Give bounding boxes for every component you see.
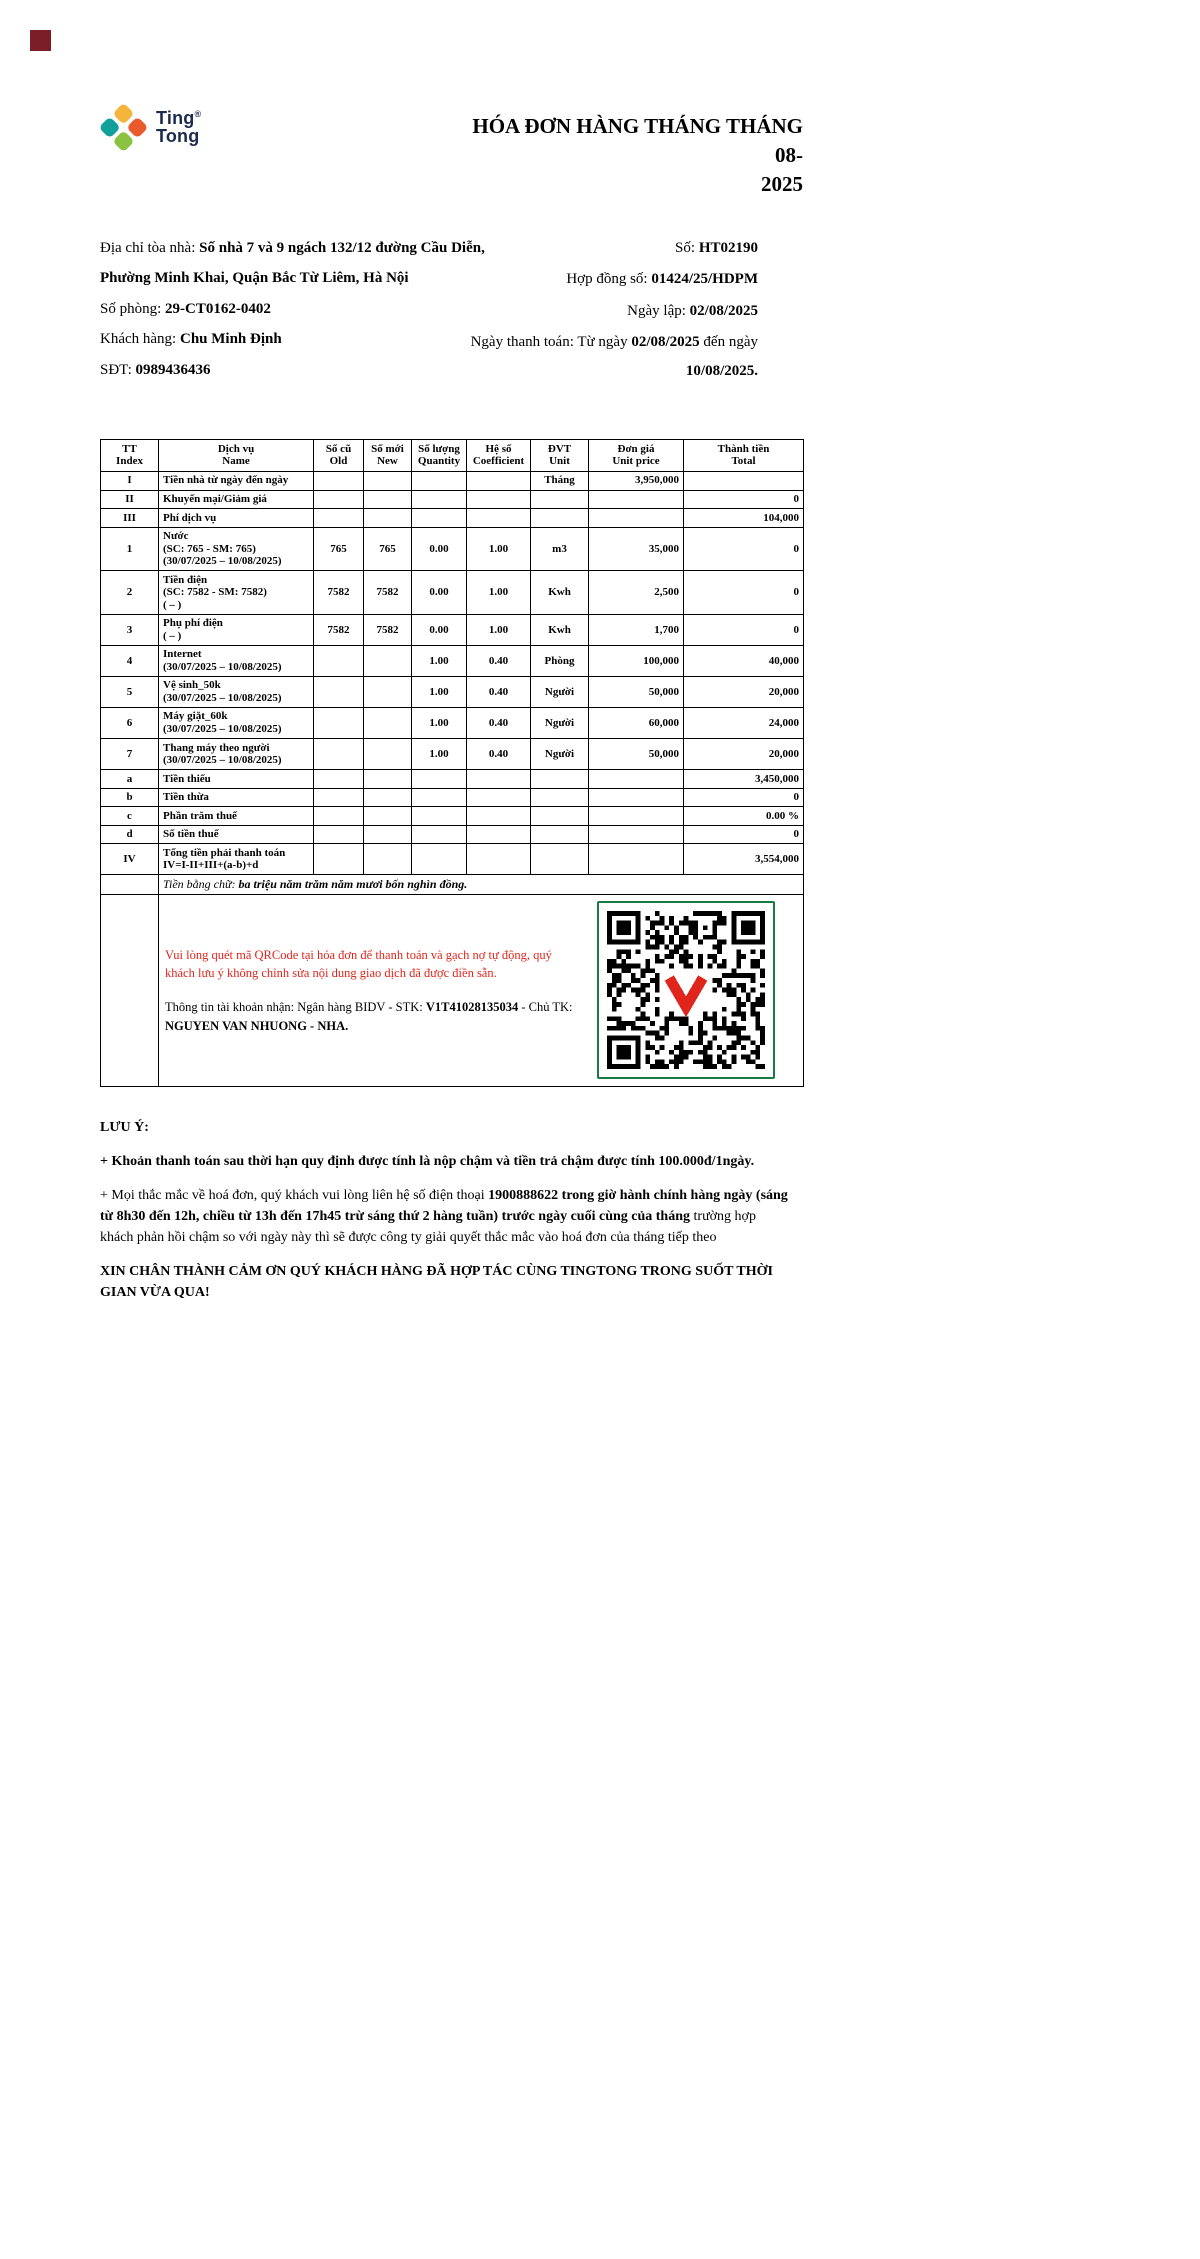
- table-row: [101, 739, 804, 770]
- cell-old: [314, 645, 364, 676]
- cell-new: [364, 739, 412, 770]
- cell-coef: 0.40: [467, 707, 531, 738]
- thank-you-message: XIN CHÂN THÀNH CẢM ƠN QUÝ KHÁCH HÀNG ĐÃ HỢP TÁC CÙNG TINGTONG TRONG SUỐT THỜI GIAN VỪA QUA!: [100, 1263, 773, 1300]
- table-row: [101, 844, 804, 875]
- vietqr-v-logo: [669, 978, 703, 1007]
- cell-qty: 0.00: [412, 614, 467, 645]
- payment-from-value: 02/08/2025: [631, 334, 700, 351]
- bank-account-mid: - Chủ TK:: [518, 1000, 573, 1015]
- cell-total: 0: [684, 571, 804, 615]
- cell-idx: b: [101, 788, 159, 807]
- cell-total: 104,000: [684, 509, 804, 528]
- payment-label: Ngày thanh toán: Từ ngày: [470, 334, 632, 351]
- cell-qty: [412, 471, 467, 490]
- cell-name: Tiền nhà từ ngày đến ngày: [159, 471, 314, 490]
- table-row: [101, 509, 804, 528]
- qr-instructions: [163, 946, 575, 1035]
- qr-pattern: [607, 911, 765, 1069]
- cell-unit: [531, 807, 589, 826]
- cell-unit: [531, 770, 589, 789]
- room-label: Số phòng:: [100, 300, 166, 317]
- cell-idx: 4: [101, 645, 159, 676]
- cell-price: [589, 825, 684, 844]
- cell-total: 24,000: [684, 707, 804, 738]
- cell-coef: [467, 770, 531, 789]
- cell-old: 7582: [314, 614, 364, 645]
- cell-new: 765: [364, 527, 412, 571]
- cell-name: Tiền thiếu: [159, 770, 314, 789]
- cell-price: [589, 509, 684, 528]
- invoice-number: [358, 233, 758, 265]
- contract-value: 01424/25/HDPM: [651, 271, 758, 288]
- cell-old: [314, 825, 364, 844]
- document-title-line1: HÓA ĐƠN HÀNG THÁNG THÁNG 08-: [472, 114, 803, 167]
- invoice-table-footer: [101, 875, 804, 1087]
- cell-name: Tổng tiền phải thanh toán IV=I-II+III+(a-b)+d: [159, 844, 314, 875]
- cell-name: Thang máy theo người (30/07/2025 – 10/08/2025): [159, 739, 314, 770]
- customer-label: Khách hàng:: [100, 331, 180, 348]
- address-value-line2: Phường Minh Khai, Quận Bắc Từ Liêm, Hà Nội: [100, 270, 409, 287]
- invoice-footer-notes: [100, 1117, 792, 1303]
- invoice-no-label: Số:: [675, 239, 699, 256]
- cell-new: [364, 844, 412, 875]
- cell-qty: 0.00: [412, 571, 467, 615]
- cell-qty: 1.00: [412, 645, 467, 676]
- cell-idx: IV: [101, 844, 159, 875]
- cell-qty: [412, 788, 467, 807]
- corner-mark: [30, 30, 51, 51]
- invoice-table: [100, 439, 804, 1087]
- hotline-note-bold: 1900888622 trong giờ hành chính hàng ngày (sáng từ 8h30 đến 12h, chiều từ 13h đến 17h45 trừ sáng thứ 2 hàng tuần) trước ngày cuối cùng của tháng: [100, 1187, 788, 1224]
- cell-new: [364, 490, 412, 509]
- brand-wordmark: [156, 107, 202, 146]
- cell-total: [684, 471, 804, 490]
- cell-old: [314, 844, 364, 875]
- cell-name: Internet (30/07/2025 – 10/08/2025): [159, 645, 314, 676]
- cell-coef: [467, 788, 531, 807]
- petal-orange: [126, 116, 147, 138]
- cell-coef: [467, 490, 531, 509]
- table-row: [101, 770, 804, 789]
- issue-date-value: 02/08/2025: [689, 302, 758, 319]
- late-payment-note: + Khoản thanh toán sau thời hạn quy định được tính là nộp chậm và tiền trả chậm được tính 100.000đ/1ngày.: [100, 1153, 755, 1169]
- cell-price: 50,000: [589, 739, 684, 770]
- tingtong-logo: [100, 104, 201, 151]
- cell-new: [364, 471, 412, 490]
- cell-idx: 5: [101, 676, 159, 707]
- cell-name: Phí dịch vụ: [159, 509, 314, 528]
- col-header-quantity: Số lượng Quantity: [412, 439, 467, 471]
- contract-label: Hợp đồng số:: [566, 271, 652, 288]
- cell-new: [364, 509, 412, 528]
- cell-old: [314, 471, 364, 490]
- bank-account-label: Thông tin tài khoản nhận: Ngân hàng BIDV - STK:: [165, 1000, 426, 1015]
- cell-name: Máy giặt_60k (30/07/2025 – 10/08/2025): [159, 707, 314, 738]
- table-row: [101, 807, 804, 826]
- cell-qty: [412, 490, 467, 509]
- cell-coef: 1.00: [467, 571, 531, 615]
- cell-old: [314, 676, 364, 707]
- cell-coef: [467, 807, 531, 826]
- cell-unit: Kwh: [531, 571, 589, 615]
- cell-total: 3,450,000: [684, 770, 804, 789]
- cell-old: [314, 788, 364, 807]
- cell-new: [364, 645, 412, 676]
- cell-unit: Người: [531, 739, 589, 770]
- cell-qty: 0.00: [412, 527, 467, 571]
- cell-old: [314, 707, 364, 738]
- cell-coef: [467, 471, 531, 490]
- cell-price: [589, 844, 684, 875]
- col-header-index: TT Index: [101, 439, 159, 471]
- cell-name: Tiền thừa: [159, 788, 314, 807]
- cell-new: [364, 770, 412, 789]
- cell-name: Số tiền thuế: [159, 825, 314, 844]
- address-value-line1: Số nhà 7 và 9 ngách 132/12 đường Cầu Diễn,: [199, 239, 485, 256]
- cell-price: 35,000: [589, 527, 684, 571]
- cell-total: 20,000: [684, 676, 804, 707]
- cell-coef: [467, 844, 531, 875]
- issue-date: [358, 296, 758, 328]
- cell-old: [314, 739, 364, 770]
- cell-total: 3,554,000: [684, 844, 804, 875]
- amount-in-words-label: Tiền bằng chữ:: [163, 876, 239, 891]
- cell-idx: d: [101, 825, 159, 844]
- cell-new: [364, 707, 412, 738]
- col-header-service: Dịch vụ Name: [159, 439, 314, 471]
- brand-line-top: [156, 107, 202, 128]
- cell-idx: II: [101, 490, 159, 509]
- cell-unit: [531, 788, 589, 807]
- hotline-note-post: trường hợp khách phản hồi chậm so với ngày này thì sẽ được công ty giải quyết thắc mắc vào hoá đơn của tháng tiếp theo: [100, 1208, 756, 1245]
- cell-price: 2,500: [589, 571, 684, 615]
- cell-total: 0: [684, 788, 804, 807]
- cell-idx: I: [101, 471, 159, 490]
- phone-value: 0989436436: [135, 361, 211, 378]
- cell-old: 7582: [314, 571, 364, 615]
- payment-to-value: 10/08/2025.: [685, 362, 758, 379]
- cell-price: [589, 788, 684, 807]
- brand-name-bottom: Tong: [156, 125, 200, 146]
- brand-name-top: Ting: [156, 107, 195, 128]
- cell-name: Tiền điện (SC: 7582 - SM: 7582) ( – ): [159, 571, 314, 615]
- invoice-no-value: HT02190: [698, 239, 758, 256]
- invoice-header: [100, 104, 803, 199]
- cell-total: 20,000: [684, 739, 804, 770]
- qr-section-cell: [159, 894, 804, 1086]
- cell-unit: Người: [531, 707, 589, 738]
- table-row: [101, 490, 804, 509]
- cell-idx: 1: [101, 527, 159, 571]
- bank-account-number: V1T41028135034: [425, 1000, 519, 1015]
- table-row: [101, 471, 804, 490]
- cell-coef: 0.40: [467, 676, 531, 707]
- document-title: [455, 112, 803, 199]
- cell-qty: [412, 844, 467, 875]
- table-row: [101, 527, 804, 571]
- cell-old: [314, 490, 364, 509]
- amount-in-words-row: [101, 875, 804, 895]
- petal-green: [112, 130, 134, 151]
- amount-in-words-value: ba triệu năm trăm năm mươi bốn nghìn đồng.: [238, 876, 468, 891]
- cell-unit: [531, 825, 589, 844]
- invoice-table-body: [101, 471, 804, 874]
- qr-section: [163, 897, 799, 1083]
- cell-coef: 0.40: [467, 739, 531, 770]
- cell-new: [364, 676, 412, 707]
- cell-price: [589, 490, 684, 509]
- qr-payment-notice: Vui lòng quét mã QRCode tại hóa đơn để thanh toán và gạch nợ tự động, quý khách lưu ý không chỉnh sửa nội dung giao dịch đã được điền sẵn.: [165, 948, 552, 981]
- cell-new: [364, 825, 412, 844]
- cell-unit: Kwh: [531, 614, 589, 645]
- table-row: [101, 645, 804, 676]
- cell-qty: 1.00: [412, 739, 467, 770]
- qr-row: [101, 894, 804, 1086]
- cell-qty: [412, 770, 467, 789]
- cell-total: 0: [684, 614, 804, 645]
- table-row: [101, 825, 804, 844]
- cell-name: Khuyến mại/Giảm giá: [159, 490, 314, 509]
- cell-new: [364, 788, 412, 807]
- cell-new: [364, 807, 412, 826]
- amount-in-words: [159, 875, 804, 895]
- col-header-new: Số mới New: [364, 439, 412, 471]
- cell-unit: [531, 490, 589, 509]
- bank-account-info: [165, 998, 575, 1034]
- cell-coef: 1.00: [467, 614, 531, 645]
- issue-date-label: Ngày lập:: [627, 302, 690, 319]
- col-header-unit-price: Đơn giá Unit price: [589, 439, 684, 471]
- cell-total: 0.00 %: [684, 807, 804, 826]
- qr-code: [597, 901, 775, 1079]
- cell-idx: c: [101, 807, 159, 826]
- cell-price: 100,000: [589, 645, 684, 676]
- cell-price: 1,700: [589, 614, 684, 645]
- table-row: [101, 788, 804, 807]
- payment-mid-label: đến ngày: [699, 334, 758, 351]
- room-value: 29-CT0162-0402: [165, 300, 271, 317]
- col-header-total: Thành tiền Total: [684, 439, 804, 471]
- cell-old: [314, 770, 364, 789]
- col-header-unit: ĐVT Unit: [531, 439, 589, 471]
- cell-unit: m3: [531, 527, 589, 571]
- cell-price: 3,950,000: [589, 471, 684, 490]
- cell-idx: 7: [101, 739, 159, 770]
- petal-teal: [100, 116, 121, 138]
- cell-coef: 0.40: [467, 645, 531, 676]
- cell-old: 765: [314, 527, 364, 571]
- cell-old: [314, 509, 364, 528]
- cell-price: [589, 770, 684, 789]
- payment-period: [358, 327, 758, 359]
- col-header-coefficient: Hệ số Coefficient: [467, 439, 531, 471]
- cell-idx: 3: [101, 614, 159, 645]
- tingtong-flower-icon: [100, 104, 147, 151]
- contract-number: [358, 264, 758, 296]
- cell-qty: 1.00: [412, 676, 467, 707]
- invoice-info: [100, 233, 803, 395]
- bank-account-holder: NGUYEN VAN NHUONG - NHA.: [165, 1018, 349, 1033]
- table-header-row: [101, 439, 804, 471]
- table-row: [101, 571, 804, 615]
- cell-name: Nước (SC: 765 - SM: 765) (30/07/2025 – 10/08/2025): [159, 527, 314, 571]
- cell-coef: 1.00: [467, 527, 531, 571]
- cell-old: [314, 807, 364, 826]
- cell-name: Phụ phí điện ( – ): [159, 614, 314, 645]
- cell-price: 50,000: [589, 676, 684, 707]
- cell-qty: [412, 509, 467, 528]
- cell-new: 7582: [364, 571, 412, 615]
- table-row: [101, 676, 804, 707]
- invoice-content: [100, 100, 803, 1316]
- cell-coef: [467, 509, 531, 528]
- notes-heading: LƯU Ý:: [100, 1119, 149, 1135]
- cell-idx: a: [101, 770, 159, 789]
- cell-name: Vệ sinh_50k (30/07/2025 – 10/08/2025): [159, 676, 314, 707]
- cell-name: Phần trăm thuế: [159, 807, 314, 826]
- cell-idx: 6: [101, 707, 159, 738]
- cell-qty: [412, 825, 467, 844]
- registered-mark: ®: [194, 108, 202, 119]
- amount-in-words-index-cell: [101, 875, 159, 895]
- cell-total: 0: [684, 527, 804, 571]
- cell-unit: [531, 844, 589, 875]
- cell-price: 60,000: [589, 707, 684, 738]
- cell-total: 40,000: [684, 645, 804, 676]
- hotline-note-pre: + Mọi thắc mắc về hoá đơn, quý khách vui lòng liên hệ số điện thoại: [100, 1187, 489, 1203]
- invoice-info-right: [358, 233, 758, 384]
- qr-row-index-cell: [101, 894, 159, 1086]
- document-title-line2: 2025: [761, 171, 803, 196]
- address-label: Địa chỉ tòa nhà:: [100, 239, 200, 256]
- cell-new: 7582: [364, 614, 412, 645]
- cell-coef: [467, 825, 531, 844]
- cell-qty: [412, 807, 467, 826]
- hotline-note: [100, 1185, 792, 1248]
- table-row: [101, 707, 804, 738]
- cell-unit: Tháng: [531, 471, 589, 490]
- cell-total: 0: [684, 490, 804, 509]
- table-row: [101, 614, 804, 645]
- cell-price: [589, 807, 684, 826]
- phone-label: SĐT:: [100, 361, 136, 378]
- customer-value: Chu Minh Định: [179, 331, 282, 348]
- cell-total: 0: [684, 825, 804, 844]
- cell-idx: 2: [101, 571, 159, 615]
- cell-unit: [531, 509, 589, 528]
- cell-unit: Người: [531, 676, 589, 707]
- cell-idx: III: [101, 509, 159, 528]
- petal-yellow: [112, 104, 134, 125]
- col-header-old: Số cũ Old: [314, 439, 364, 471]
- cell-qty: 1.00: [412, 707, 467, 738]
- payment-deadline: [358, 359, 758, 384]
- cell-unit: Phòng: [531, 645, 589, 676]
